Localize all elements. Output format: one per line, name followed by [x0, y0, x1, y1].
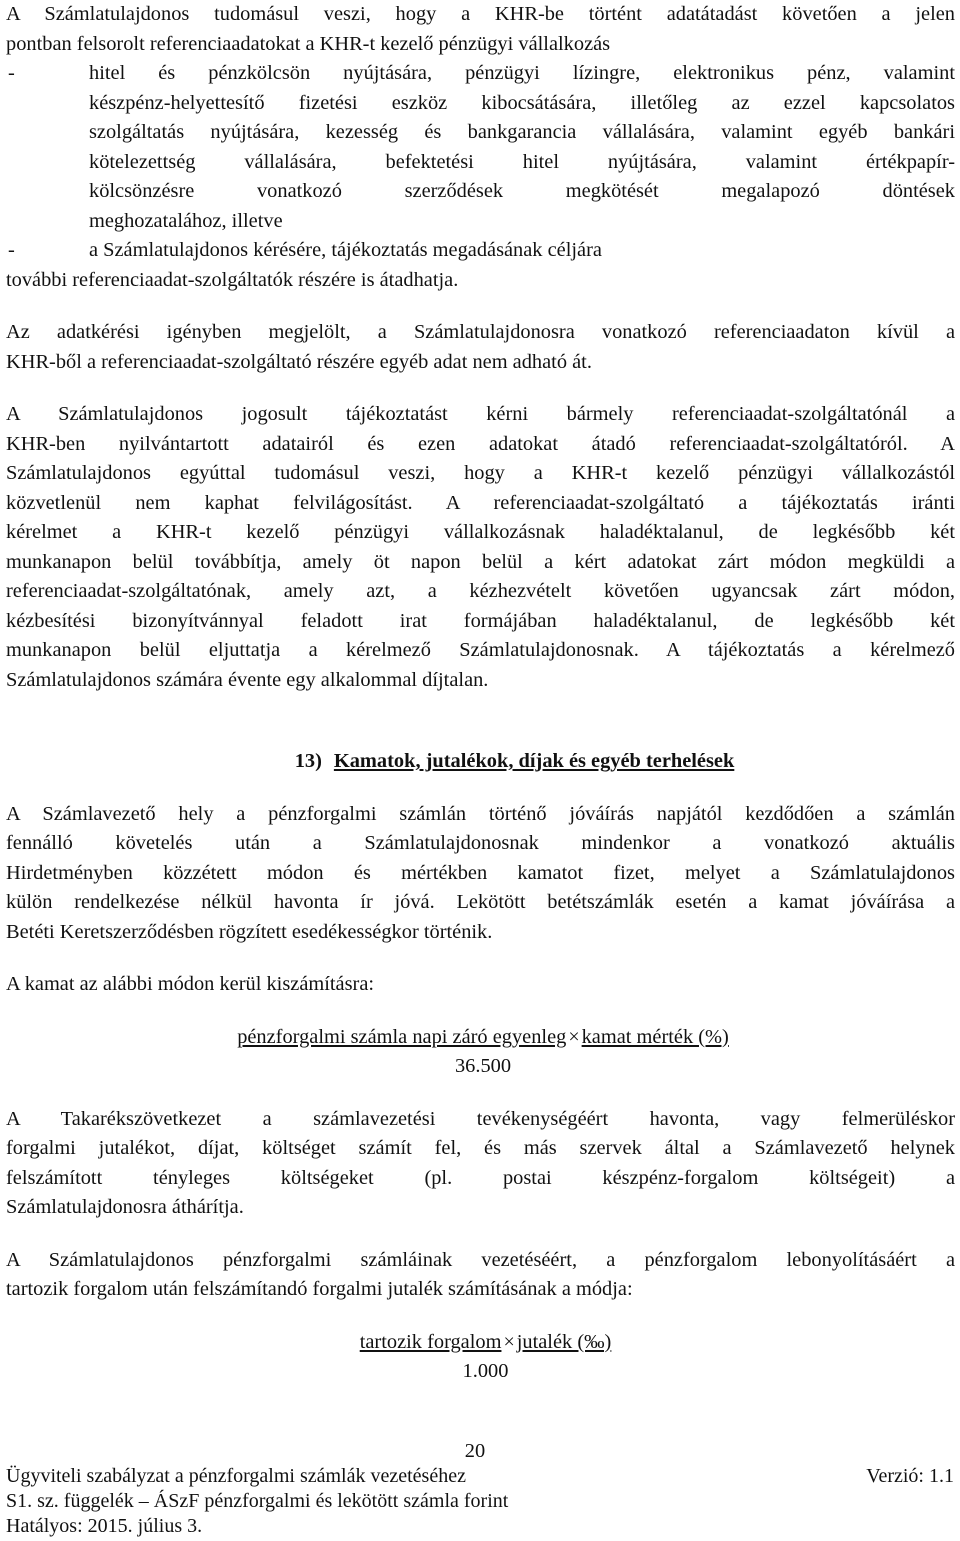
formula-right-term: jutalék (‰) [516, 1330, 612, 1353]
page-footer [6, 1438, 954, 1539]
list-item-line: hitel és pénzkölcsön nyújtására, pénzügyi lízingre, elektronikus pénz, valamint [89, 62, 955, 84]
paragraph-fees [6, 1105, 955, 1223]
paragraph-line: A Takarékszövetkezet a számlavezetési tevékenységéért havonta, vagy felmerüléskor [6, 1107, 955, 1130]
formula-denominator: 1.000 [462, 1360, 509, 1382]
paragraph-line: fennálló követelés után a Számlatulajdonosnak mindenkor a vonatkozó aktuális [6, 832, 955, 854]
formula-left-term: pénzforgalmi számla napi záró egyenleg [237, 1025, 567, 1048]
formula-numerator [11, 1023, 955, 1053]
multiply-icon: × [568, 1025, 580, 1048]
paragraph-line: A Számlatulajdonos tudomásul veszi, hogy a KHR-be történt adatátadást követően a jelen [6, 3, 955, 25]
paragraph-line: Számlatulajdonos számára évente egy alkalommal díjtalan. [6, 668, 489, 691]
list-item [6, 59, 955, 236]
paragraph-line: további referenciaadat-szolgáltatók részére is átadhatja. [6, 268, 459, 291]
paragraph-line: felszámított tényleges költségeket (pl. postai készpénz-forgalom költségeit) a [6, 1166, 955, 1189]
list-item [6, 236, 955, 266]
paragraph-line: Betéti Keretszerződésben rögzített esedékességkor történik. [6, 920, 493, 943]
paragraph-line: referenciaadat-szolgáltatónak, amely azt, a kézhezvételt követően ugyancsak zárt módon, [6, 580, 955, 602]
page-number: 20 [464, 1440, 486, 1462]
interest-formula [6, 1023, 955, 1082]
paragraph-line: Számlatulajdonosra áthárítja. [6, 1196, 244, 1218]
paragraph-line: munkanapon belül eljuttatja a kérelmező Számlatulajdonosnak. A tájékoztatás a kérelmező [6, 639, 955, 661]
paragraph-line: A Számlavezető hely a pénzforgalmi számlán történő jóváírás napjától kezdődően a számlán [6, 802, 955, 825]
paragraph-commission [6, 1246, 955, 1305]
paragraph-line: külön rendelkezése nélkül havonta ír jóvá. Lekötött betétszámlák esetén a kamat jóváírása a [6, 891, 955, 913]
paragraph-interest-calc: A kamat az alábbi módon kerül kiszámításra: [6, 973, 375, 995]
list-item-line: a Számlatulajdonos kérésére, tájékoztatás megadásának céljára [89, 239, 602, 261]
list-bullet: - [8, 239, 15, 261]
section-title: Kamatok, jutalékok, díjak és egyéb terhelések [333, 750, 735, 772]
paragraph-data-request [6, 318, 955, 377]
list-bullet: - [8, 62, 15, 84]
footer-version: Verzió: 1.1 [866, 1465, 954, 1487]
paragraph-information-right [6, 400, 955, 695]
footer-document-title: Ügyviteli szabályzat a pénzforgalmi számlák vezetéséhez [6, 1465, 466, 1487]
list-item-line: kölcsönzésre vonatkozó szerződések megkötését megalapozó döntések [89, 180, 955, 202]
paragraph-line: KHR-ben nyilvántartott adatairól és ezen adatokat átadó referenciaadat-szolgáltatóról. A [6, 432, 955, 455]
paragraph-line: forgalmi jutalékot, díjat, költséget számít fel, és más szervek által a Számlavezető helynek [6, 1137, 955, 1159]
section-number: 13) [294, 750, 322, 772]
paragraph-line: A Számlatulajdonos jogosult tájékoztatást kérni bármely referenciaadat-szolgáltatónál a [6, 403, 955, 425]
formula-left-term: tartozik forgalom [359, 1330, 502, 1353]
paragraph-line: pontban felsorolt referenciaadatokat a KHR-t kezelő pénzügyi vállalkozás [6, 32, 611, 55]
section-heading [6, 747, 955, 777]
paragraph-line: munkanapon belül továbbítja, amely öt napon belül a kért adatokat zárt módon megküldi a [6, 550, 955, 573]
commission-formula [6, 1328, 955, 1387]
paragraph-line: kérelmet a KHR-t kezelő pénzügyi vállalkozásnak haladéktalanul, de legkésőbb két [6, 521, 955, 543]
paragraph-line: Számlatulajdonos egyúttal tudomásul veszi, hogy a KHR-t kezelő pénzügyi vállalkozástól [6, 462, 955, 484]
formula-numerator [16, 1328, 955, 1358]
multiply-icon: × [503, 1330, 515, 1353]
list-item-line: meghozatalához, illetve [89, 209, 283, 232]
list-item-line: szolgáltatás nyújtására, kezesség és bankgarancia vállalására, valamint egyéb bankári [89, 121, 955, 143]
footer-effective-date: Hatályos: 2015. július 3. [6, 1515, 203, 1537]
formula-denominator: 36.500 [454, 1055, 512, 1077]
paragraph-line: KHR-ből a referenciaadat-szolgáltató részére egyéb adat nem adható át. [6, 350, 592, 373]
paragraph-interest [6, 800, 955, 948]
paragraph-line: közvetlenül nem kaphat felvilágosítást. A referenciaadat-szolgáltató a tájékoztatás iránti [6, 491, 955, 514]
paragraph-line: Az adatkérési igényben megjelölt, a Számlatulajdonosra vonatkozó referenciaadaton kívül a [6, 321, 955, 343]
paragraph-line: Hirdetményben közzétett módon és mértékben kamatot fizet, melyet a Számlatulajdonos [6, 861, 955, 884]
document-page [6, 0, 955, 1387]
paragraph-khr-data-transfer [6, 0, 955, 295]
paragraph-line: A Számlatulajdonos pénzforgalmi számláinak vezetéséért, a pénzforgalom lebonyolításáért a [6, 1248, 955, 1271]
list-item-line: készpénz-helyettesítő fizetési eszköz kibocsátására, illetőleg az ezzel kapcsolatos [89, 91, 955, 114]
paragraph-line: tartozik forgalom után felszámítandó forgalmi jutalék számításának a módja: [6, 1278, 633, 1300]
footer-appendix: S1. sz. függelék – ÁSzF pénzforgalmi és lekötött számla forint [6, 1490, 509, 1512]
footer-row [6, 1464, 954, 1489]
formula-right-term: kamat mérték (%) [581, 1025, 729, 1048]
paragraph-line: kézbesítési bizonyítvánnyal feladott irat formájában haladéktalanul, de legkésőbb két [6, 609, 955, 632]
list-item-line: kötelezettség vállalására, befektetési hitel nyújtására, valamint értékpapír- [89, 150, 955, 173]
